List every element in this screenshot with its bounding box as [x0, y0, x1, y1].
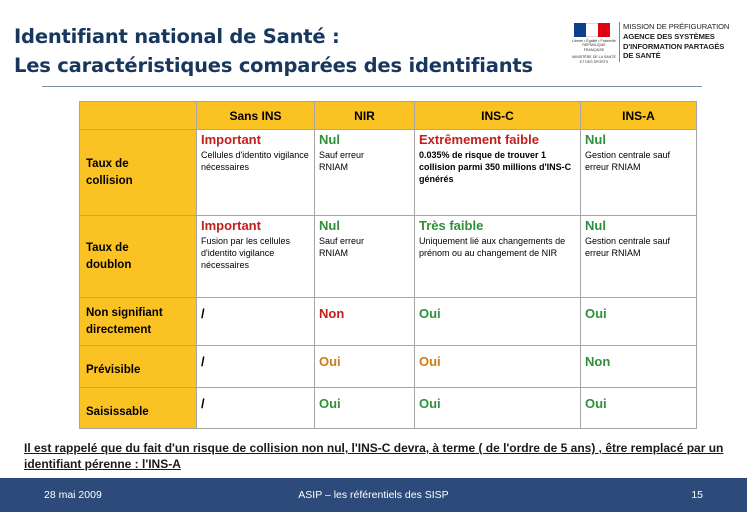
logo-line-3: D'INFORMATION PARTAGÉS: [623, 41, 725, 51]
table-cell: [197, 130, 315, 216]
table-header-sans-ins: Sans INS: [197, 102, 315, 130]
slide-title-line-2: Les caractéristiques comparées des identifiants: [14, 54, 533, 77]
comparison-table: [79, 101, 697, 429]
table-cell: [415, 130, 581, 216]
table-row: [80, 298, 697, 346]
row-label-doublon: Taux de doublon: [80, 216, 197, 298]
cell-description: Cellules d'identito vigilance nécessaires: [201, 150, 309, 172]
cell-value: Important: [201, 132, 261, 147]
cell-description: Gestion centrale sauf erreur RNIAM: [585, 236, 671, 258]
cell-value: Nul: [319, 132, 340, 147]
cell-value: Très faible: [419, 218, 484, 233]
cell-value: Non: [585, 354, 611, 369]
table-header-nir: NIR: [315, 102, 415, 130]
logo-agency-text: [623, 22, 743, 61]
cell-value: Important: [201, 218, 261, 233]
footer-title: ASIP – les référentiels des SISP: [298, 489, 449, 501]
table-cell: [415, 298, 581, 346]
cell-description: Sauf erreur RNIAM: [319, 150, 365, 172]
table-cell: [197, 388, 315, 429]
cell-description: Sauf erreur RNIAM: [319, 236, 365, 258]
cell-value: Oui: [419, 396, 441, 411]
logo-line-2: AGENCE DES SYSTÈMES: [623, 31, 715, 41]
table-cell: [581, 388, 697, 429]
table-cell: [581, 298, 697, 346]
row-label-saisissable: Saisissable: [80, 388, 197, 429]
footer-page-number: 15: [691, 489, 703, 501]
footnote: Il est rappelé que du fait d'un risque de collision non nul, l'INS-C devra, à terme ( de l'ordre de 5 ans) , être remplacé par un identifiant pérenne : l'INS-A: [24, 441, 724, 471]
cell-value: Oui: [419, 306, 441, 321]
cell-value: /: [201, 396, 205, 411]
logo-line-1: MISSION DE PRÉFIGURATION: [623, 22, 730, 31]
table-row: [80, 130, 697, 216]
cell-value: Nul: [585, 132, 606, 147]
title-divider: [42, 86, 702, 87]
cell-value: Oui: [319, 354, 341, 369]
row-label-previsible: Prévisible: [80, 346, 197, 388]
table-cell: [315, 388, 415, 429]
row-label-non-signifiant: Non signifiant directement: [80, 298, 197, 346]
table-cell: [415, 216, 581, 298]
table-header-ins-a: INS-A: [581, 102, 697, 130]
table-cell: [315, 346, 415, 388]
row-label-collision: Taux de collision: [80, 130, 197, 216]
footer-date: 28 mai 2009: [44, 489, 102, 501]
cell-value: /: [201, 354, 205, 369]
table-row: [80, 216, 697, 298]
cell-value: Nul: [585, 218, 606, 233]
cell-description: Fusion par les cellules d'identito vigilance nécessaires: [201, 236, 291, 270]
table-header-empty: [80, 102, 197, 130]
slide-footer: [0, 478, 747, 512]
table-row: [80, 388, 697, 429]
table-cell: [581, 346, 697, 388]
table-cell: [581, 130, 697, 216]
logo-separator: [619, 22, 620, 62]
cell-value: Non: [319, 306, 345, 321]
logo-republic-text: Liberté • Égalité • Fraternité RÉPUBLIQUE FRANÇAISE MINISTÈRE DE LA SANTÉ ET DES SPORTS: [572, 39, 616, 64]
cell-description: 0.035% de risque de trouver 1 collision parmi 350 millions d'INS-C générés: [419, 150, 572, 184]
table-cell: [315, 298, 415, 346]
cell-description: Gestion centrale sauf erreur RNIAM: [585, 150, 671, 172]
table-cell: [197, 298, 315, 346]
table-cell: [197, 216, 315, 298]
table-cell: [415, 388, 581, 429]
table-row: [80, 346, 697, 388]
slide-title: [14, 22, 554, 80]
cell-value: Nul: [319, 218, 340, 233]
table-cell: [315, 130, 415, 216]
cell-value: Oui: [319, 396, 341, 411]
table-cell: [415, 346, 581, 388]
cell-description: Uniquement lié aux changements de prénom ou au changement de NIR: [419, 236, 566, 258]
table-cell: [197, 346, 315, 388]
table-cell: [315, 216, 415, 298]
cell-value: Oui: [585, 396, 607, 411]
cell-value: Oui: [419, 354, 441, 369]
table-header-ins-c: INS-C: [415, 102, 581, 130]
table-cell: [581, 216, 697, 298]
cell-value: Extrêmement faible: [419, 132, 539, 147]
asip-logo: [570, 21, 742, 65]
cell-value: /: [201, 306, 205, 321]
logo-line-4: DE SANTÉ: [623, 51, 661, 61]
cell-value: Oui: [585, 306, 607, 321]
table-header-row: [80, 102, 697, 130]
french-flag-icon: [574, 23, 610, 37]
slide-title-line-1: Identifiant national de Santé :: [14, 25, 340, 48]
